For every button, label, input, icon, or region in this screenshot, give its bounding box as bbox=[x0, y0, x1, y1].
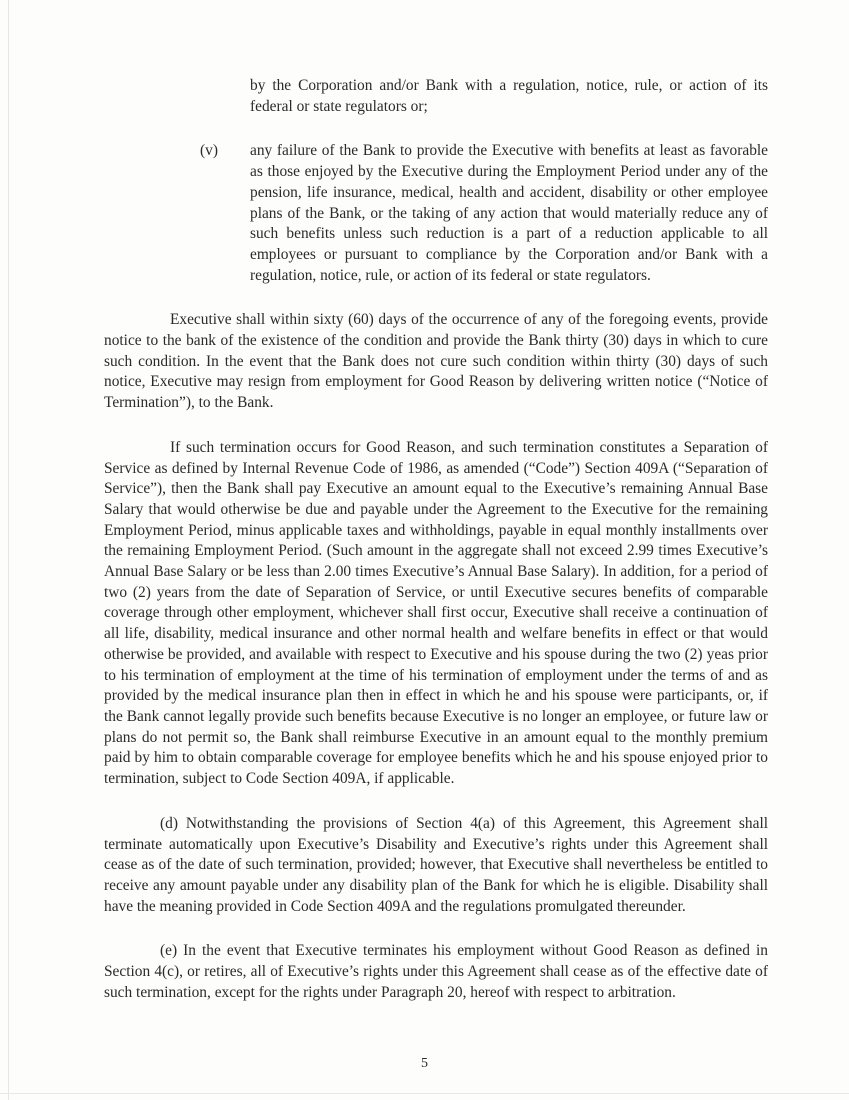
page-edge-line bbox=[8, 0, 9, 1100]
document-body bbox=[104, 76, 768, 1003]
section-e-voluntary-termination: (e) In the event that Executive terminates his employment without Good Reason as defined in Section 4(c), or retires, all of Executive’s rights under this Agreement shall cease as of the effective date of such termination, except for the rights under Paragraph 20, hereof with respect to arbitration. bbox=[104, 942, 768, 1001]
continuation-text: by the Corporation and/or Bank with a regulation, notice, rule, or action of its federal or state regulators or; bbox=[250, 77, 768, 115]
paragraph-good-reason-payment: If such termination occurs for Good Reason, and such termination constitutes a Separation of Service as defined by Internal Revenue Code of 1986, as amended (“Code”) Section 409A (“Separation of Service”), then the Bank shall pay Executive an amount equal to the Executive’s remaining Annual Base Salary that would otherwise be due and payable under the Agreement to the Executive for the remaining Employment Period, minus applicable taxes and withholdings, payable in equal monthly installments over the remaining Employment Period. (Such amount in the aggregate shall not exceed 2.99 times Executive’s Annual Base Salary or be less than 2.00 times Executive’s Annual Base Salary). In addition, for a period of two (2) years from the date of Separation of Service, or until Executive secures benefits of comparable coverage through other employment, whichever shall first occur, Executive shall receive a continuation of all life, disability, medical insurance and other normal health and welfare benefits in effect or that would otherwise be provided, and available with respect to Executive and his spouse during the two (2) yeas prior to his termination of employment at the time of his termination of employment under the terms of and as provided by the medical insurance plan then in effect in which he and his spouse were participants, or, if the Bank cannot legally provide such benefits because Executive is no longer an employee, or future law or plans do not permit so, the Bank shall reimburse Executive in an amount equal to the monthly premium paid by him to obtain comparable coverage for employee benefits which he and his spouse enjoyed prior to termination, subject to Code Section 409A, if applicable. bbox=[104, 438, 768, 788]
list-item-label: (v) bbox=[200, 142, 218, 160]
paragraph-notice-of-termination: Executive shall within sixty (60) days of the occurrence of any of the foregoing events, provide notice to the bank of the existence of the condition and provide the Bank thirty (30) days in which to cure such condition. In the event that the Bank does not cure such condition within thirty (30) days of such notice, Executive may resign from employment for Good Reason by delivering written notice (“Notice of Termination”), to the Bank. bbox=[104, 311, 768, 412]
list-item-text: any failure of the Bank to provide the Executive with benefits at least as favorable as those enjoyed by the Executive during the Employment Period under any of the pension, life insurance, medical, health and accident, disability or other employee plans of the Bank, or the taking of any action that would materially reduce any of such benefits unless such reduction is a part of a reduction applicable to all employees or pursuant to compliance by the Corporation and/or Bank with a regulation, notice, rule, or action of its federal or state regulators. bbox=[250, 142, 768, 284]
list-item-v bbox=[104, 141, 768, 286]
section-d-disability: (d) Notwithstanding the provisions of Section 4(a) of this Agreement, this Agreement shall terminate automatically upon Executive’s Disability and Executive’s rights under this Agreement shall cease as of the date of such termination, provided; however, that Executive shall nevertheless be entitled to receive any amount payable under any disability plan of the Bank for which he is eligible. Disability shall have the meaning provided in Code Section 409A and the regulations promulgated thereunder. bbox=[104, 814, 768, 915]
page-number: 5 bbox=[421, 1056, 428, 1071]
page-bottom-edge bbox=[0, 1093, 849, 1094]
